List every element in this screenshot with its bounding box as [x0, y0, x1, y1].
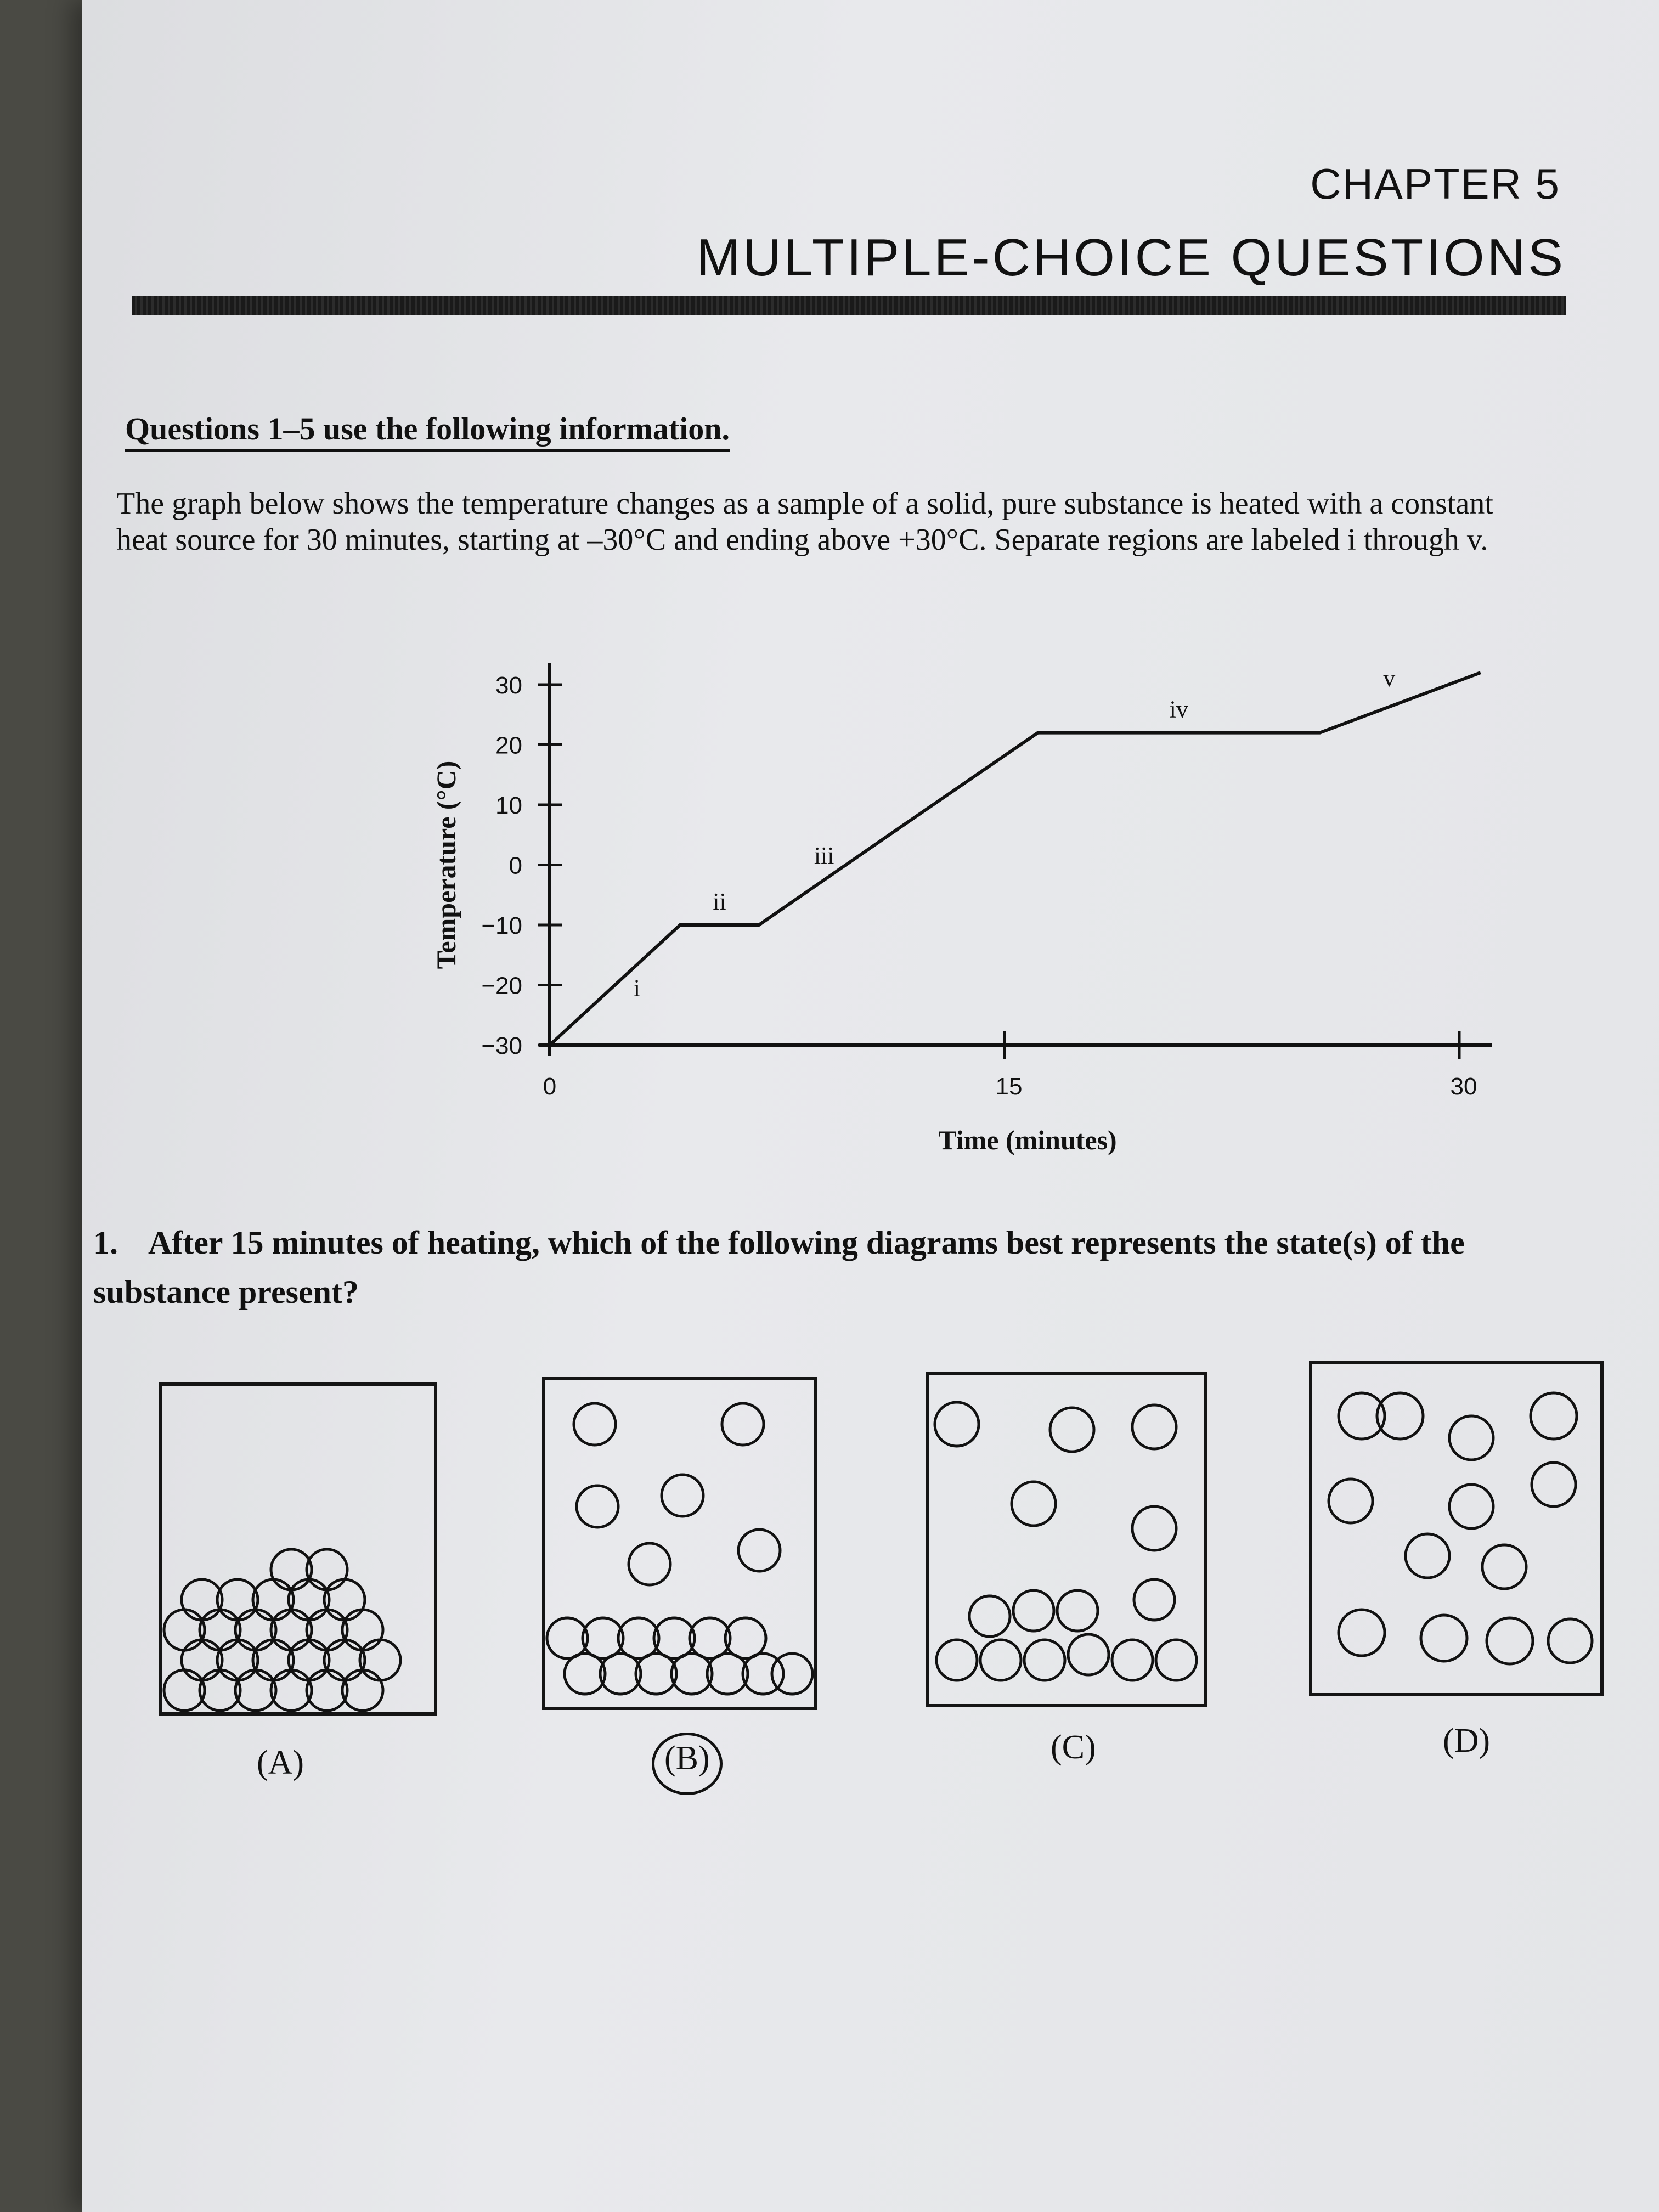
- y-tick-label: −30: [481, 1032, 522, 1059]
- x-ticks: [543, 1031, 1477, 1100]
- region-label: ii: [713, 888, 726, 915]
- diagram-a-particles: [162, 1386, 434, 1712]
- y-tick-label: −20: [481, 972, 522, 1000]
- y-tick-label: 30: [495, 672, 522, 699]
- question-text: After 15 minutes of heating, which of the following diagrams best represents the state(s) of the substance present?: [93, 1224, 1465, 1310]
- x-tick-label: 30: [1450, 1073, 1477, 1100]
- diagram-c[interactable]: [926, 1372, 1207, 1707]
- diagram-a[interactable]: [159, 1383, 437, 1716]
- question-number: 1.: [93, 1224, 118, 1261]
- y-tick-label: −10: [481, 912, 522, 939]
- chapter-label: CHAPTER 5: [1310, 160, 1560, 208]
- y-tick-label: 10: [495, 792, 522, 819]
- region-labels: [634, 665, 1396, 1002]
- region-label: iii: [814, 842, 834, 869]
- info-paragraph: The graph below shows the temperature changes as a sample of a solid, pure substance is heated with a constant heat source for 30 minutes, starting at –30°C and ending above +30°C. Separate regions are labeled i through v.: [116, 487, 1493, 557]
- region-label: v: [1383, 664, 1396, 692]
- y-tick-label: 0: [509, 852, 522, 879]
- worksheet-page: [82, 0, 1659, 2212]
- x-tick-label: 0: [543, 1073, 557, 1100]
- heating-curve-chart: [165, 636, 1591, 1174]
- question-1: [93, 1218, 1520, 1317]
- section-title: MULTIPLE-CHOICE QUESTIONS: [696, 228, 1566, 287]
- region-label: iv: [1169, 696, 1188, 723]
- diagram-d[interactable]: [1309, 1361, 1604, 1696]
- info-heading: Questions 1–5 use the following information.: [125, 410, 730, 452]
- diagram-d-particles: [1312, 1364, 1600, 1693]
- diagram-b[interactable]: [542, 1377, 817, 1710]
- region-label: i: [633, 974, 640, 1002]
- header-rule: [132, 296, 1566, 315]
- choice-b-label[interactable]: [652, 1739, 723, 1778]
- y-tick-label: 20: [495, 732, 522, 759]
- choice-a-label[interactable]: (A): [257, 1744, 304, 1781]
- x-axis-label: Time (minutes): [938, 1125, 1117, 1155]
- diagram-c-particles: [929, 1375, 1204, 1704]
- choice-b-circled-label[interactable]: (B): [652, 1733, 723, 1795]
- x-tick-label: 15: [995, 1073, 1023, 1100]
- diagram-b-particles: [545, 1380, 814, 1707]
- choice-c-label[interactable]: (C): [1051, 1729, 1096, 1766]
- choice-d-label[interactable]: (D): [1443, 1722, 1491, 1759]
- y-axis-label: Temperature (°C): [431, 760, 461, 969]
- heating-curve-line: [550, 673, 1481, 1045]
